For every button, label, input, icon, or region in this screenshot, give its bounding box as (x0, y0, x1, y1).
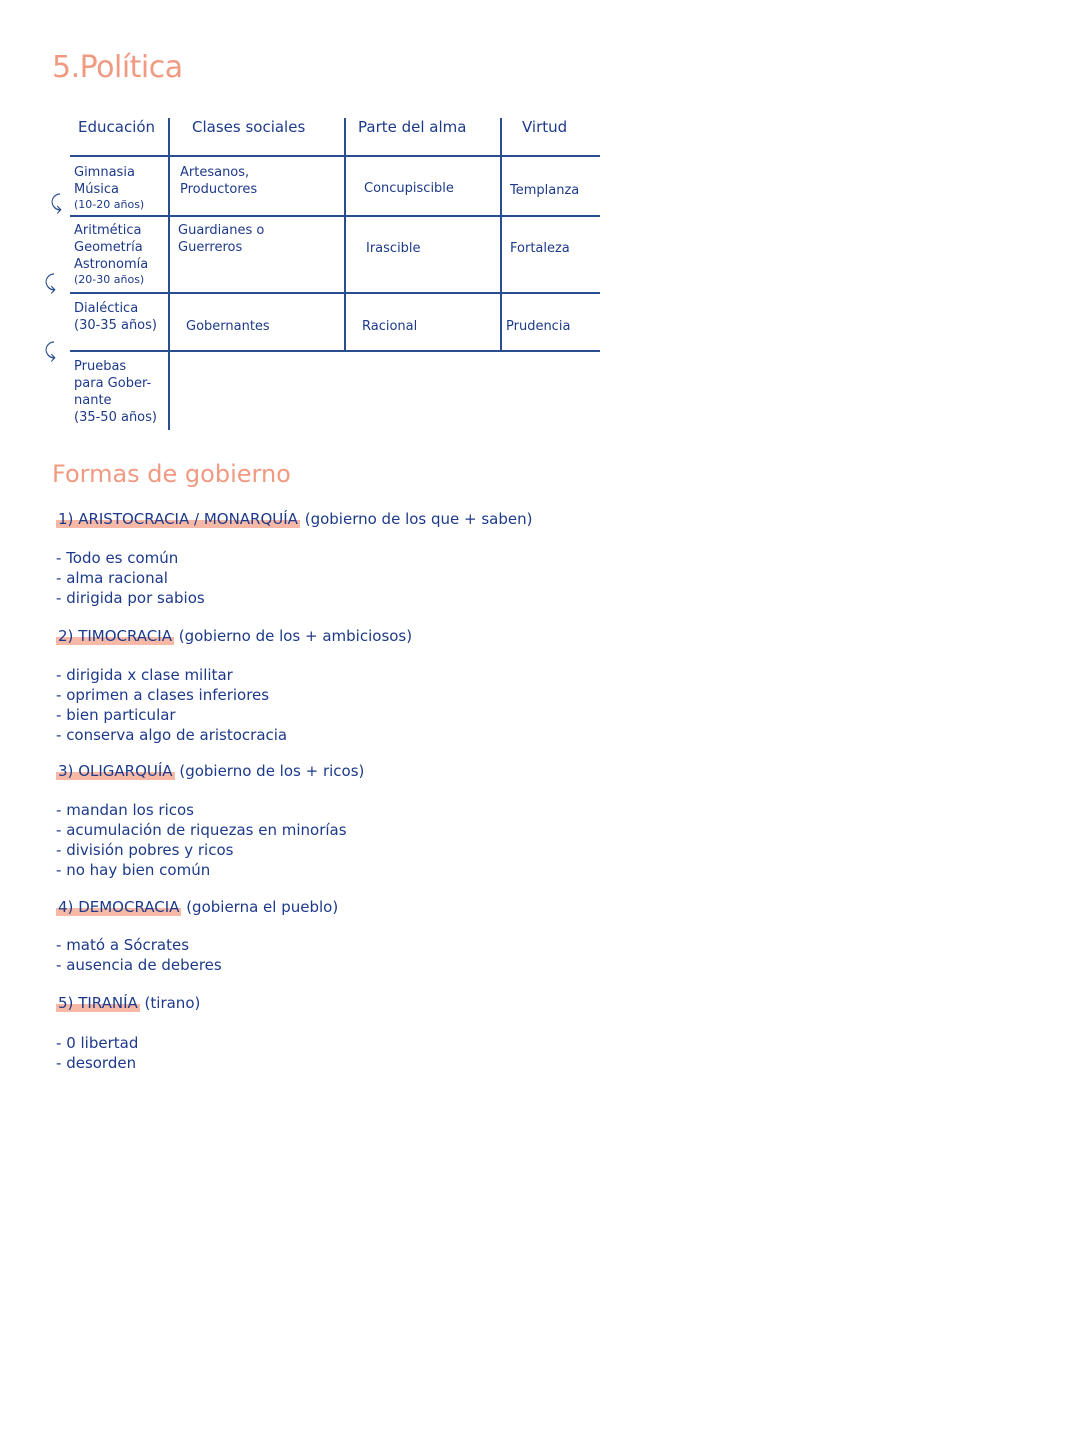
list-item: - bien particular (56, 705, 287, 725)
header-soul-part: Parte del alma (358, 118, 467, 136)
table-cell: Aritmética Geometría Astronomía (20-30 años) (74, 223, 149, 286)
government-form-list (56, 548, 205, 608)
header-virtue: Virtud (522, 118, 568, 136)
table-cell: Templanza (510, 183, 580, 198)
progression-arrow-icon: ⤹ (44, 270, 56, 294)
government-form-heading: 5) TIRANÍA (tirano) (58, 994, 201, 1012)
table-cell: Prudencia (506, 319, 571, 334)
table-cell: Pruebas para Gober- nante (35-50 años) (74, 359, 157, 425)
section-subtitle: Formas de gobierno (52, 460, 291, 488)
header-social-classes: Clases sociales (192, 118, 306, 136)
list-item: - desorden (56, 1053, 138, 1073)
list-item: - conserva algo de aristocracia (56, 725, 287, 745)
table-divider (70, 215, 600, 217)
table-divider (70, 292, 600, 294)
government-form-heading: 2) TIMOCRACIA (gobierno de los + ambiciosos) (58, 627, 413, 645)
list-item: - mató a Sócrates (56, 935, 222, 955)
table-cell: Guardianes o Guerreros (178, 223, 265, 255)
politics-table (70, 118, 600, 438)
list-item: - dirigida x clase militar (56, 665, 287, 685)
list-item: - Todo es común (56, 548, 205, 568)
government-form-list (56, 800, 347, 880)
government-form-heading: 3) OLIGARQUÍA (gobierno de los + ricos) (58, 762, 365, 780)
page-title: 5.Política (52, 50, 183, 85)
table-cell: Artesanos, Productores (180, 165, 258, 197)
list-item: - mandan los ricos (56, 800, 347, 820)
table-divider (500, 118, 502, 352)
table-cell: Racional (362, 319, 418, 334)
list-item: - 0 libertad (56, 1033, 138, 1053)
table-cell: Irascible (366, 241, 421, 256)
list-item: - dirigida por sabios (56, 588, 205, 608)
progression-arrow-icon: ⤹ (50, 190, 62, 214)
table-divider (70, 155, 600, 157)
progression-arrow-icon: ⤹ (44, 338, 56, 362)
government-form-list (56, 1033, 138, 1073)
list-item: - no hay bien común (56, 860, 347, 880)
list-item: - acumulación de riquezas en minorías (56, 820, 347, 840)
table-cell: Dialéctica (30-35 años) (74, 301, 157, 333)
list-item: - división pobres y ricos (56, 840, 347, 860)
table-divider (168, 118, 170, 430)
table-cell: Concupiscible (364, 181, 454, 196)
list-item: - oprimen a clases inferiores (56, 685, 287, 705)
table-divider (70, 350, 600, 352)
government-form-list (56, 665, 287, 745)
government-form-heading: 4) DEMOCRACIA (gobierna el pueblo) (58, 898, 339, 916)
list-item: - alma racional (56, 568, 205, 588)
government-form-heading: 1) ARISTOCRACIA / MONARQUÍA (gobierno de los que + saben) (58, 510, 533, 528)
government-form-list (56, 935, 222, 975)
table-cell: Gobernantes (186, 319, 270, 334)
table-divider (344, 118, 346, 352)
header-education: Educación (78, 118, 156, 136)
table-cell: Fortaleza (510, 241, 570, 256)
list-item: - ausencia de deberes (56, 955, 222, 975)
table-cell: Gimnasia Música (10-20 años) (74, 165, 145, 211)
